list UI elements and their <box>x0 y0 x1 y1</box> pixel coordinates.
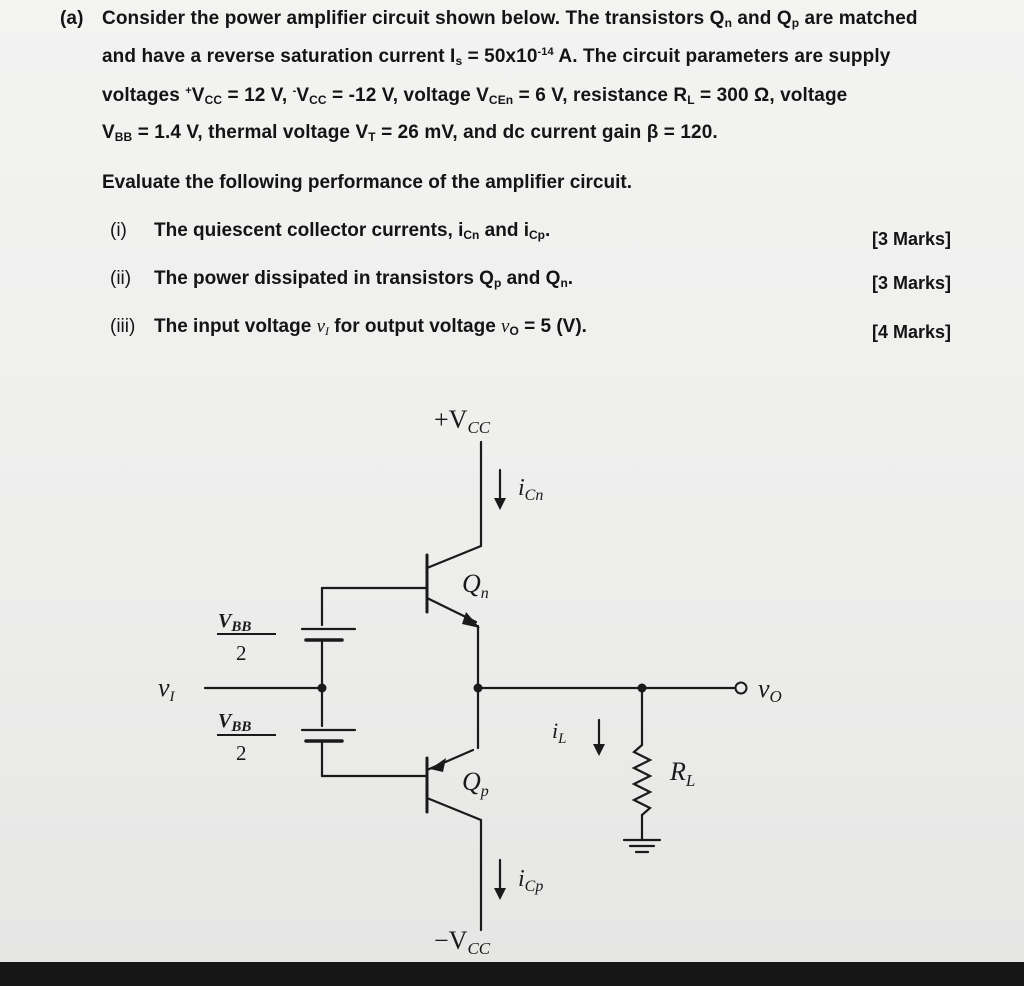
qp-emitter-arrow <box>430 758 446 772</box>
problem-line-3: voltages $^+V_{CC} = 12$ V, $^-V_{CC} = -12$ V, voltage $V_{CEn} = 6$ V, resistance $R_L = 300$ Ω, voltage <box>102 85 848 107</box>
qn-emitter-arrow <box>462 612 480 628</box>
problem-line-1: Consider the power amplifier circuit shown below. The transistors $Q_n$ and $Q_p$ are matched <box>102 8 918 30</box>
il-arrow-head <box>593 744 605 756</box>
qp-label: $Q_p$ <box>462 767 489 800</box>
icp-arrow-head <box>494 888 506 900</box>
sub-question-i: (i) The quiescent collector currents, $i_{Cn}$ and $i_{Cp}$. <box>110 220 551 242</box>
icn-arrow-head <box>494 498 506 510</box>
vbb-bottom-den: 2 <box>236 741 247 765</box>
qn-label: $Q_n$ <box>462 569 489 602</box>
icp-label: $i_{Cp}$ <box>518 866 544 895</box>
problem-line-2: and have a reverse saturation current $I_s = 50x10^{-14}$ A. The circuit parameters are supply <box>102 46 891 68</box>
marks-i: [3 Marks] <box>872 229 952 249</box>
marks-iii: [4 Marks] <box>872 322 952 342</box>
rl-label: $R_L$ <box>670 757 696 790</box>
sub-question-iii: (iii) The input voltage $v_I$ for output voltage $v_O = 5$ (V). <box>110 316 587 338</box>
load-resistor <box>634 745 650 815</box>
output-junction-dot <box>474 684 483 693</box>
vi-label: vI <box>158 673 175 705</box>
icn-label: $i_{Cn}$ <box>518 475 544 504</box>
qn-collector-lead <box>427 546 481 568</box>
vbb-top-den: 2 <box>236 641 247 665</box>
question-label: (a) <box>60 8 84 29</box>
monitor-bezel <box>0 962 1024 986</box>
input-junction-dot <box>318 684 327 693</box>
qp-collector-lead <box>427 798 481 820</box>
evaluate-instruction: Evaluate the following performance of the amplifier circuit. <box>102 172 632 193</box>
vbb-bottom-num: $V_{BB}$ <box>218 710 252 735</box>
vo-label: vO <box>758 674 782 706</box>
problem-line-4: $V_{BB} = 1.4$ V, thermal voltage $V_T = 26$ mV, and dc current gain β = 120. <box>102 122 718 144</box>
rl-junction-dot <box>638 684 647 693</box>
vcc-neg-label: −VCC <box>434 926 491 958</box>
vbb-top-num: $V_{BB}$ <box>218 610 252 635</box>
output-terminal <box>736 683 747 694</box>
vcc-pos-label: +VCC <box>434 405 491 437</box>
marks-ii: [3 Marks] <box>872 273 952 293</box>
il-label: $i_L$ <box>552 718 567 747</box>
sub-question-ii: (ii) The power dissipated in transistors $Q_p$ and $Q_n$. <box>110 268 574 290</box>
